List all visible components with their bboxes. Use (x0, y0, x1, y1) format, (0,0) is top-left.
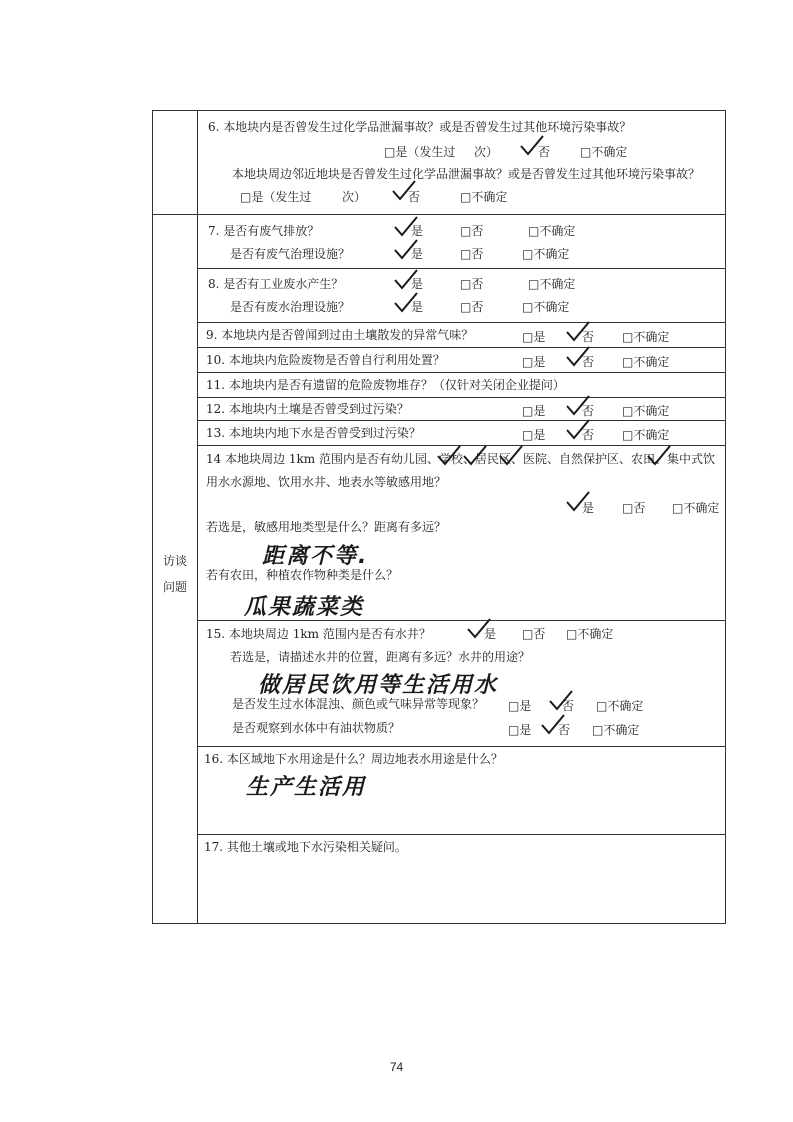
q13-question: 13. 本地块内地下水是否曾受到过污染？ (206, 426, 421, 440)
row-separator (152, 214, 726, 215)
q7-no: □否 (460, 224, 484, 238)
q9-yes: □是 (522, 330, 546, 344)
q15-question: 15. 本地块周边 1km 范围内是否有水井？ (206, 627, 431, 641)
q15-sub2-yes: □是 (508, 699, 532, 713)
q14-yes: 是 (582, 501, 595, 515)
row-separator (197, 420, 726, 421)
check-mark-icon (565, 394, 591, 418)
q13-unsure: □不确定 (622, 428, 670, 442)
q6-sub-no: 否 (408, 190, 421, 204)
q15-sub1: 若选是，请描述水井的位置，距离有多远？水井的用途？ (230, 650, 531, 664)
page-number: 74 (389, 1060, 404, 1074)
q7-sub-no: □否 (460, 247, 484, 261)
q15-handwritten-answer1: 做居民饮用等生活用水 (258, 673, 499, 698)
q6-sub-question: 本地块周边邻近地块是否曾发生过化学品泄漏事故？或是否曾发生过其他环境污染事故？ (232, 167, 701, 181)
q8-unsure: □不确定 (528, 277, 576, 291)
q15-sub2: 是否发生过水体混浊、颜色或气味异常等现象？ (232, 697, 485, 711)
q7-sub-unsure: □不确定 (522, 247, 570, 261)
row-separator (197, 397, 726, 398)
q7-sub-yes: 是 (411, 247, 424, 261)
q15-sub3-yes: □是 (508, 723, 532, 737)
check-mark-icon (393, 238, 419, 262)
q11-question: 11. 本地块内是否有遗留的危险废物堆存？（仅针对关闭企业提问） (206, 378, 565, 392)
q9-question: 9. 本地块内是否曾闻到过由土壤散发的异常气味？ (206, 328, 474, 342)
check-mark-icon (462, 444, 488, 468)
q8-sub-question: 是否有废水治理设施？ (230, 300, 351, 314)
row-separator (197, 372, 726, 373)
q12-unsure: □不确定 (622, 404, 670, 418)
q12-yes: □是 (522, 404, 546, 418)
q15-yes: 是 (484, 627, 497, 641)
check-mark-icon (565, 418, 591, 442)
row-separator (197, 347, 726, 348)
q10-no: 否 (582, 355, 595, 369)
column-divider (197, 110, 198, 924)
check-mark-icon (391, 179, 417, 203)
q15-no: □否 (522, 627, 546, 641)
q16-handwritten-answer: 生产生活用 (246, 775, 367, 800)
q14-handwritten-answer2: 瓜果蔬菜类 (244, 595, 365, 620)
q14-handwritten-answer1: 距离不等. (262, 544, 369, 569)
check-mark-icon (540, 713, 566, 737)
q15-sub3: 是否观察到水体中有油状物质？ (232, 721, 401, 735)
check-mark-icon (436, 444, 462, 468)
row-separator (197, 268, 726, 269)
q6-opt-yes: □是（发生过 (384, 145, 456, 159)
check-mark-icon (393, 291, 419, 315)
q14-sub1: 若选是，敏感用地类型是什么？距离有多远？ (206, 520, 447, 534)
q8-sub-yes: 是 (411, 300, 424, 314)
q6-opt-no: 否 (538, 145, 551, 159)
q7-sub-question: 是否有废气治理设施？ (230, 247, 351, 261)
q10-question: 10. 本地块内危险废物是否曾自行利用处置？ (206, 353, 445, 367)
check-mark-icon (646, 444, 672, 468)
q13-no: 否 (582, 428, 595, 442)
check-mark-icon (519, 134, 545, 158)
q16-question: 16. 本区域地下水用途是什么？周边地表水用途是什么？ (204, 752, 503, 766)
q15-sub3-no: 否 (558, 723, 571, 737)
q14-question-line2: 用水水源地、饮用水井、地表水等敏感用地？ (206, 475, 447, 489)
q8-sub-no: □否 (460, 300, 484, 314)
check-mark-icon (393, 215, 419, 239)
q15-sub2-no: 否 (562, 699, 575, 713)
q6-sub-yes: □是（发生过 (240, 190, 312, 204)
q6-opt-unsure: □不确定 (580, 145, 628, 159)
row-separator (197, 834, 726, 835)
q6-sub-times: 次） (342, 190, 367, 204)
q7-question: 7. 是否有废气排放？ (208, 224, 320, 238)
row-separator (197, 746, 726, 747)
check-mark-icon (393, 268, 419, 292)
q9-no: 否 (582, 330, 595, 344)
q14-question-line1: 14 本地块周边 1km 范围内是否有幼儿园、学校、居民区、医院、自然保护区、农田、集中式饮 (206, 452, 716, 466)
q13-yes: □是 (522, 428, 546, 442)
q10-unsure: □不确定 (622, 355, 670, 369)
q6-question: 6. 本地块内是否曾发生过化学品泄漏事故？或是否曾发生过其他环境污染事故？ (208, 120, 632, 134)
q15-unsure: □不确定 (566, 627, 614, 641)
q9-unsure: □不确定 (622, 330, 670, 344)
row-separator (197, 322, 726, 323)
q14-unsure: □不确定 (672, 501, 720, 515)
q7-yes: 是 (411, 224, 424, 238)
q8-sub-unsure: □不确定 (522, 300, 570, 314)
check-mark-icon (498, 444, 524, 468)
check-mark-icon (565, 345, 591, 369)
q6-opt-times: 次） (474, 145, 499, 159)
q14-sub2: 若有农田，种植农作物种类是什么？ (206, 568, 399, 582)
side-label-interview: 访谈 问题 (162, 554, 187, 594)
q12-no: 否 (582, 404, 595, 418)
check-mark-icon (565, 320, 591, 344)
check-mark-icon (565, 490, 591, 514)
q17-question: 17. 其他土壤或地下水污染相关疑问。 (204, 840, 407, 854)
q8-question: 8. 是否有工业废水产生？ (208, 277, 344, 291)
q10-yes: □是 (522, 355, 546, 369)
q15-sub3-unsure: □不确定 (592, 723, 640, 737)
q14-no: □否 (622, 501, 646, 515)
check-mark-icon (548, 689, 574, 713)
q7-unsure: □不确定 (528, 224, 576, 238)
check-mark-icon (466, 617, 492, 641)
q6-sub-unsure: □不确定 (460, 190, 508, 204)
q8-no: □否 (460, 277, 484, 291)
q15-sub2-unsure: □不确定 (596, 699, 644, 713)
q12-question: 12. 本地块内土壤是否曾受到过污染？ (206, 402, 409, 416)
q8-yes: 是 (411, 277, 424, 291)
